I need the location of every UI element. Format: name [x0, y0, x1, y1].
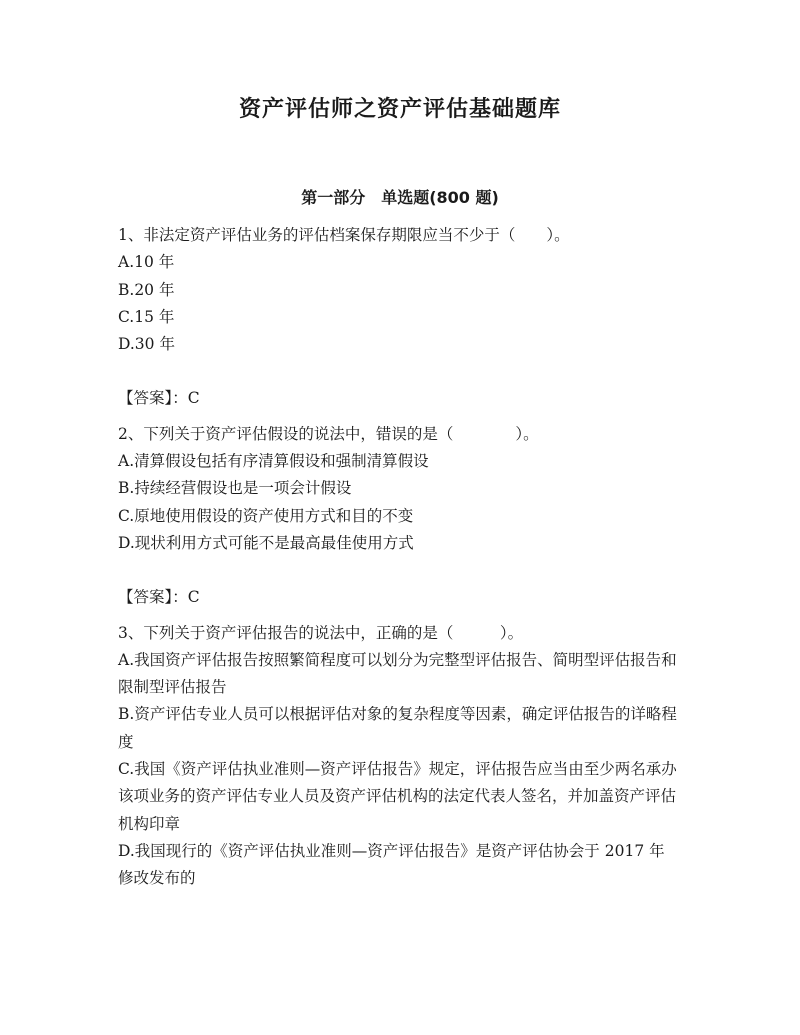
option-c: C.原地使用假设的资产使用方式和目的不变: [118, 506, 414, 525]
option-c: C.我国《资产评估执业准则—资产评估报告》规定，评估报告应当由至少两名承办该项业务的资产评估专业人员及资产评估机构的法定代表人签名，并加盖资产评估机构印章: [118, 760, 677, 833]
option-a: A.清算假设包括有序清算假设和强制清算假设: [118, 452, 429, 471]
page-title: 资产评估师之资产评估基础题库: [238, 97, 561, 122]
option-b: B.资产评估专业人员可以根据评估对象的复杂程度等因素，确定评估报告的详略程度: [118, 705, 677, 751]
option-d: D.现状利用方式可能不是最高最佳使用方式: [118, 533, 414, 552]
question-stem: 2、下列关于资产评估假设的说法中，错误的是（ ）。: [118, 424, 539, 443]
answer-line: 【答案】：C: [118, 588, 200, 607]
option-b: B.持续经营假设也是一项会计假设: [118, 479, 352, 498]
option-c: C.15 年: [118, 307, 175, 326]
question-list: [118, 222, 678, 893]
option-b: B.20 年: [118, 280, 175, 299]
option-d: D.我国现行的《资产评估执业准则—资产评估报告》是资产评估协会于 2017 年修改发布的: [118, 841, 665, 888]
option-d: D.30 年: [118, 335, 175, 354]
question-2: [118, 421, 678, 612]
option-a: A.我国资产评估报告按照繁简程度可以划分为完整型评估报告、简明型评估报告和限制型评估报告: [118, 650, 677, 697]
question-stem: 3、下列关于资产评估报告的说法中，正确的是（ ）。: [118, 623, 524, 642]
question-3: [118, 620, 678, 893]
question-stem: 1、非法定资产评估业务的评估档案保存期限应当不少于（ ）。: [118, 226, 570, 244]
question-1: [118, 222, 678, 413]
option-a: A.10 年: [118, 253, 175, 272]
section-title: 第一部分 单选题(800 题): [301, 188, 499, 207]
answer-line: 【答案】：C: [118, 389, 200, 408]
